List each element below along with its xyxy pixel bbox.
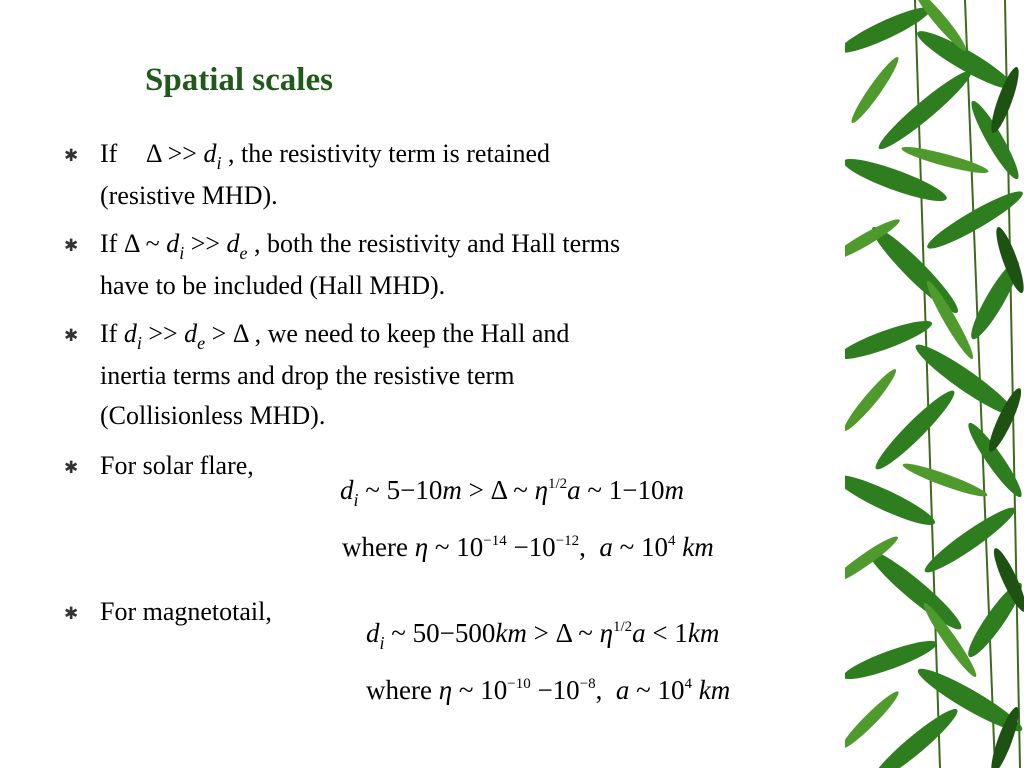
solar-parameters-equation: where η ~ $10^{-14} -10^{-12}$, a ~ $10^4$ km (342, 532, 714, 562)
math-expression: $d_i >> d_e > \Delta$ (123, 319, 249, 353)
bullet-text: If (100, 139, 118, 168)
bullet-item (64, 224, 621, 306)
star-bullet-icon: ✱ (64, 326, 79, 345)
bullet-item (64, 592, 272, 632)
star-bullet-icon: ✱ (64, 604, 79, 623)
bullet-text: (resistive MHD). (100, 181, 278, 210)
bullet-text: , both the resistivity and Hall terms (254, 229, 621, 258)
bullet-text: For solar flare, (100, 451, 254, 480)
magnetotail-parameters-equation: where η ~ $10^{-10} -10^{-8}$, a ~ $10^4$ km (366, 675, 731, 705)
bullet-text: (Collisionless MHD). (100, 401, 326, 430)
star-bullet-icon: ✱ (64, 458, 79, 477)
bullet-item (64, 314, 570, 436)
star-bullet-icon: ✱ (64, 146, 79, 165)
bullet-text: , we need to keep the Hall and (254, 319, 570, 348)
math-expression: Δ ~ $d_i >> d_e$ (123, 229, 248, 263)
solar-scale-equation: $d_i$ ~ 5−10m > Δ ~ $\eta^{1/2}a$ ~ 1−10m (340, 475, 684, 510)
bullet-text: If (100, 229, 118, 258)
bullet-text: inertia terms and drop the resistive term (100, 361, 515, 390)
math-expression: $\Delta >> d_i$ (145, 139, 222, 173)
magnetotail-scale-equation: $d_i$ ~ 50−500km > Δ ~ $\eta^{1/2}a < 1km$ (366, 618, 720, 653)
bullet-text: For magnetotail, (100, 597, 272, 626)
bullet-text: have to be included (Hall MHD). (100, 271, 446, 300)
bullet-item (64, 134, 550, 216)
star-bullet-icon: ✱ (64, 236, 79, 255)
bamboo-leaves-decoration (845, 0, 1024, 768)
bullet-text: , the resistivity term is retained (227, 139, 550, 168)
bullet-text: If (100, 319, 118, 348)
slide-title: Spatial scales (145, 62, 333, 98)
bullet-item (64, 446, 254, 486)
